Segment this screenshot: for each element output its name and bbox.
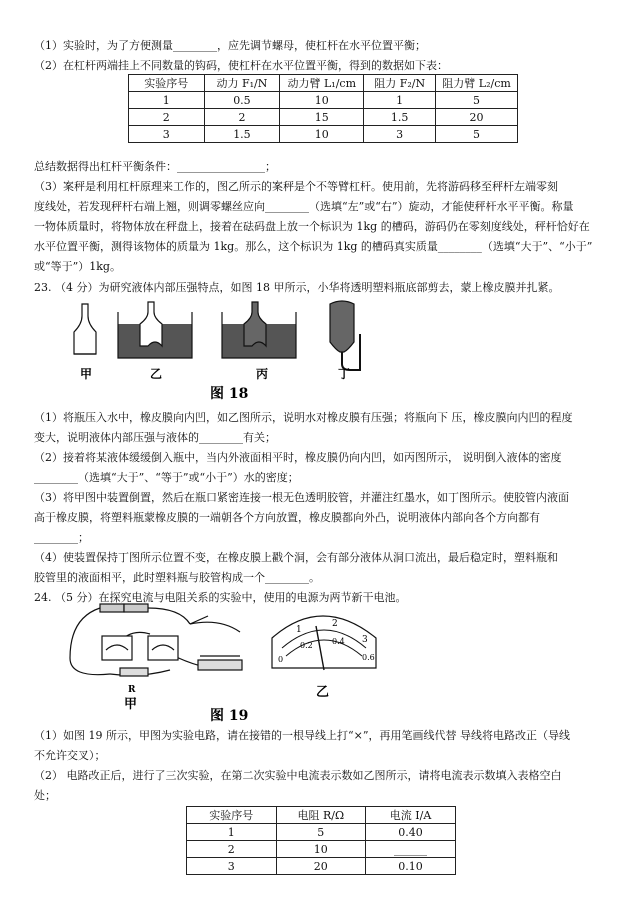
q23-line: 变大，说明液体内部压强与液体的________有关； xyxy=(34,431,276,444)
table-header-cell: 阻力臂 L₂/cm xyxy=(436,75,518,92)
table-cell: 1 xyxy=(129,92,205,109)
table-cell: 0.10 xyxy=(366,858,456,875)
q23-line: ________（选填“大于”、“等于”或“小于”）水的密度； xyxy=(34,471,299,484)
table-cell: 5 xyxy=(276,824,366,841)
table-cell: 1.5 xyxy=(364,109,436,126)
table-row xyxy=(129,92,518,109)
table-cell: 10 xyxy=(276,841,366,858)
resistor-label: R xyxy=(128,685,136,695)
q24-line: 处； xyxy=(34,789,56,802)
dial-tick-bottom: 0 xyxy=(278,655,284,664)
question-23-title: 23. （4 分）为研究液体内部压强特点，如图 18 甲所示，小华将透明塑料瓶底部剪去，蒙上橡皮膜并扎紧。 xyxy=(34,281,560,294)
q24-line: 不允许交叉）； xyxy=(34,749,106,762)
q3-line: 度线处，若发现秤杆右端上翘，则调零螺丝应向________（选填“左”或“右”）旋动，才能使秤杆水平平衡。称量 xyxy=(34,200,574,213)
dial-tick-bottom: 0.6 xyxy=(362,653,375,662)
circuit-diagram xyxy=(70,604,242,676)
q24-line: （2） 电路改正后，进行了三次实验，在第二次实验中电流表示数如乙图所示，请将电流表示数填入表格空白 xyxy=(34,769,562,782)
table-header-cell: 电阻 R/Ω xyxy=(276,807,366,824)
table-cell: 2 xyxy=(129,109,205,126)
fig19-caption: 图 19 xyxy=(210,708,249,724)
table-cell: 1 xyxy=(187,824,277,841)
ammeter-dial xyxy=(272,616,376,670)
table-row xyxy=(187,858,456,875)
fig18-caption: 图 18 xyxy=(210,386,249,402)
table-row xyxy=(187,841,456,858)
q23-line: （1）将瓶压入水中，橡皮膜向内凹，如乙图所示，说明水对橡皮膜有压强；将瓶向下 压，橡皮膜向内凹的程度 xyxy=(34,411,573,424)
q3-line: 或“等于”）1kg。 xyxy=(34,260,121,273)
table-header-cell: 动力臂 L₁/cm xyxy=(280,75,364,92)
dial-tick-top: 3 xyxy=(362,635,368,645)
table-cell: 2 xyxy=(187,841,277,858)
question-24-title: 24. （5 分）在探究电流与电阻关系的实验中，使用的电源为两节新干电池。 xyxy=(34,591,407,604)
table-row xyxy=(129,109,518,126)
dial-tick-bottom: 0.4 xyxy=(332,637,345,646)
table-row xyxy=(187,824,456,841)
q24-line: （1）如图 19 所示，甲图为实验电路，请在接错的一根导线上打“×”，再用笔画线代替 导线将电路改正（导线 xyxy=(34,729,570,742)
q23-line: ________； xyxy=(34,531,89,544)
table-cell: 1.5 xyxy=(204,126,280,143)
q23-line: （4）使装置保持丁图所示位置不变，在橡皮膜上戳个洞，会有部分液体从洞口流出，最后稳定时，塑料瓶和 xyxy=(34,551,558,564)
table-header-row xyxy=(187,807,456,824)
table-cell[interactable]: ______ xyxy=(366,841,456,858)
q3-line: （3）案秤是利用杠杆原理来工作的，图乙所示的案秤是个不等臂杠杆。使用前，先将游码移至秤杆左端零刻 xyxy=(34,180,558,193)
table-header-cell: 实验序号 xyxy=(129,75,205,92)
table-header-cell: 实验序号 xyxy=(187,807,277,824)
fig19-label-yi: 乙 xyxy=(316,685,330,700)
table-cell: 3 xyxy=(364,126,436,143)
table-header-cell: 电流 I/A xyxy=(366,807,456,824)
table-cell: 5 xyxy=(436,92,518,109)
table-cell: 5 xyxy=(436,126,518,143)
bottle-ding xyxy=(330,301,360,370)
q-line-2: （2）在杠杆两端挂上不同数量的钩码，使杠杆在水平位置平衡，得到的数据如下表： xyxy=(34,59,448,72)
table-cell: 2 xyxy=(204,109,280,126)
table-header-cell: 阻力 F₂/N xyxy=(364,75,436,92)
q3-line: 水平位置平衡，测得该物体的质量为 1kg。那么，这个标识为 1kg 的槽码真实质量________（选填“大于”、“小于” xyxy=(34,240,593,253)
table-header-row xyxy=(129,75,518,92)
figure-19 xyxy=(60,598,400,728)
dial-tick-top: 1 xyxy=(296,625,302,635)
fig18-label-bing: 丙 xyxy=(256,367,269,381)
q-line-1: （1）实验时，为了方便测量________，应先调节螺母，使杠杆在水平位置平衡； xyxy=(34,39,426,52)
fig18-label-ding: 丁 xyxy=(338,367,351,381)
table-cell: 0.40 xyxy=(366,824,456,841)
table-cell: 10 xyxy=(280,126,364,143)
table-row xyxy=(129,126,518,143)
table-cell: 3 xyxy=(187,858,277,875)
dial-tick-bottom: 0.2 xyxy=(300,641,313,650)
q23-line: （2）接着将某液体缓缓倒入瓶中，当内外液面相平时，橡皮膜仍向内凹，如丙图所示， 说明倒入液体的密度 xyxy=(34,451,562,464)
current-resistance-table xyxy=(186,806,456,875)
q23-line: （3）将甲图中装置倒置，然后在瓶口紧密连接一根无色透明胶管，并灌注红墨水，如丁图所示。使胶管内液面 xyxy=(34,491,569,504)
q3-line: 一物体质量时，将物体放在秤盘上，接着在砝码盘上放一个标识为 1kg 的槽码，游码仍在零刻度线处，秤杆恰好在 xyxy=(34,220,590,233)
table-cell: 0.5 xyxy=(204,92,280,109)
table-cell: 20 xyxy=(436,109,518,126)
lever-data-table xyxy=(128,74,518,143)
figure-18 xyxy=(60,294,390,404)
q23-line: 胶管里的液面相平，此时塑料瓶与胶管构成一个________。 xyxy=(34,571,320,584)
container-bing xyxy=(222,302,296,358)
container-yi xyxy=(118,302,192,358)
table-cell: 3 xyxy=(129,126,205,143)
q23-line: 高于橡皮膜，将塑料瓶蒙橡皮膜的一端朝各个方向放置，橡皮膜都向外凸，说明液体内部向各个方向都有 xyxy=(34,511,540,524)
bottle-jia xyxy=(74,304,96,354)
table-cell: 1 xyxy=(364,92,436,109)
summary-line: 总结数据得出杠杆平衡条件：________________； xyxy=(34,160,276,173)
fig18-label-jia: 甲 xyxy=(80,367,93,381)
table-cell: 15 xyxy=(280,109,364,126)
table-header-cell: 动力 F₁/N xyxy=(204,75,280,92)
table-cell: 20 xyxy=(276,858,366,875)
dial-tick-top: 2 xyxy=(332,619,338,629)
table-cell: 10 xyxy=(280,92,364,109)
fig19-label-jia: 甲 xyxy=(124,697,138,712)
fig18-label-yi: 乙 xyxy=(150,367,163,381)
